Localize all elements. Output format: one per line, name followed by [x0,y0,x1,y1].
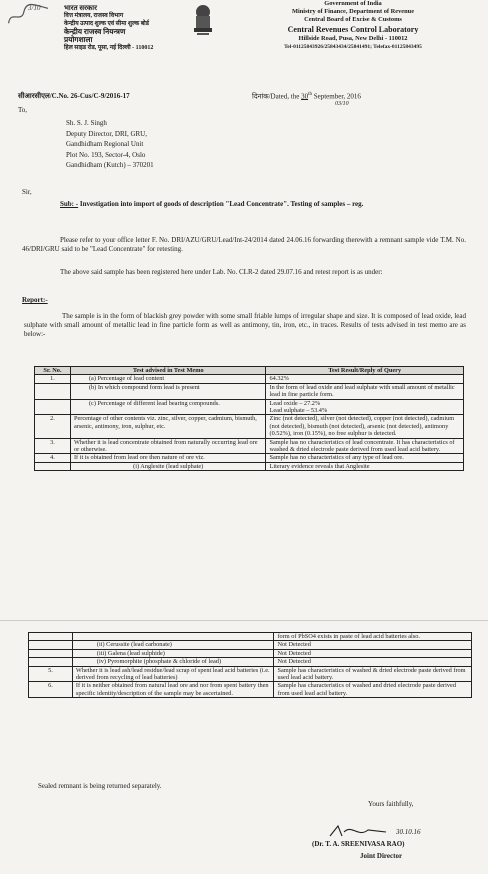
salutation: Sir, [22,188,32,196]
header-test: Test advised in Test Memo [70,367,266,375]
cell-sr: 1. [35,375,71,383]
signatory-name: (Dr. T. A. SREENIVASA RAO) [312,840,405,848]
cell-sr [29,649,73,657]
cell-test: Percentage of other contents viz. zinc, silver, copper, cadmium, bismuth, arsenic, antimony, iron, sulphur, etc. [70,415,266,438]
lab-line: Central Revenues Control Laboratory [287,24,419,34]
cell-result: Sample has no characteristics of lead concentrate. It has characteristics of washed & dried electrode paste derived from used lead acid battery. [266,438,464,454]
cell-test: (b) In which compound form lead is present [70,383,266,399]
cell-test: Whether it is lead ash/lead residue/lead scrap of spent lead acid batteries (i.e. derived from recycling of lead batteries) [72,666,274,682]
date-day: 30 [301,92,309,101]
table-row [29,649,472,657]
date-annotation: 03/10 [335,101,349,107]
results-table-1 [34,366,464,471]
subject-text: Investigation into import of goods of description "Lead Concentrate". Testing of samples – reg. [79,200,364,208]
hindi-line: हिल साइड रोड, पूसा, नई दिल्ली - 110012 [64,45,154,51]
signatory-designation: Joint Director [360,852,403,860]
cell-result: form of PbSO4 exists in paste of lead acid batteries also. [274,633,472,641]
table-row [35,383,464,399]
cell-sr: 5. [29,666,73,682]
cell-test: (a) Percentage of lead content [70,375,266,383]
signature [328,822,388,840]
cell-test: (ii) Cerussite (lead carbonate) [72,641,274,649]
address-line: Hillside Road, Pusa, New Delhi - 110012 [298,34,408,42]
date-line [252,90,361,101]
page-break-divider [0,620,488,621]
cell-result: In the form of lead oxide and lead sulphate with small amount of metallic lead in fine particle form. [266,383,464,399]
table-row [29,666,472,682]
cell-test: (i) Anglesite (lead sulphate) [70,462,266,470]
hindi-line: भारत सरकार [64,4,97,12]
letterhead-hindi [64,4,154,52]
ministry-line: Ministry of Finance, Department of Revenue [291,8,415,16]
table-row [35,438,464,454]
addressee-line: Sh. S. J. Singh [66,119,107,127]
report-paragraph: The sample is in the form of blackish grey powder with some small friable lumps of irregular shape and size. It is composed of lead oxide, lead sulphate with small amount of metallic lead in fine particle form as well as antimony, tin, iron, etc., in traces. Results of tests advised in test memo are as below:- [24,312,466,338]
addressee-line: Gandhidham Regional Unit [66,140,144,149]
cell-test: (iii) Galena (lead sulphide) [72,649,274,657]
date-label: दिनांक/Dated, the [252,92,300,101]
cell-sr: 3. [35,438,71,454]
closing-note: Sealed remnant is being returned separately. [38,782,162,790]
cell-sr: 2. [35,415,71,438]
cell-test: (c) Percentage of different lead bearing compounds. [70,399,266,415]
cell-sr [35,383,71,399]
cell-result: Sample has characteristics of washed and dried electrode paste derived from used lead acid battery. [274,682,472,698]
addressee-block [66,118,154,171]
reference-number: सीआरसीएल/C.No. 26-Cus/C-9/2016-17 [18,92,130,100]
date-rest: September, 2016 [313,92,361,101]
cell-test: If it is neither obtained from natural lead ore and nor from spent battery then specific identity/description of the sample may be ascertained. [72,682,274,698]
addressee-line: Deputy Director, DRI, GRU, [66,129,147,138]
cell-test: Whether it is lead concentrate obtained from naturally occurring lead ore or otherwise. [70,438,266,454]
table-row [35,375,464,383]
cell-result: Not Detected [274,658,472,666]
table-row [35,462,464,470]
table-row [29,633,472,641]
paragraph-2: The above said sample has been registered here under Lab. No. CLR-2 dated 29.07.16 and retest report is as under: [60,268,383,276]
yours-faithfully: Yours faithfully, [368,800,414,808]
emblem-logo [188,2,218,40]
board-line: Central Board of Excise & Customs [304,16,402,24]
header-sr: Sr. No. [35,367,71,375]
date-sup: th [308,92,312,97]
stamp-text: 3/10 [28,4,41,12]
cell-result: Sample has characteristics of washed & dried electrode paste derived from used lead acid battery. [274,666,472,682]
signature-date: 30.10.16 [396,828,421,836]
to-label: To, [18,106,28,114]
cell-sr [29,641,73,649]
cell-result: 64.32% [266,375,464,383]
cell-sr: 6. [29,682,73,698]
table-row [35,454,464,462]
subject-block [60,200,472,209]
hindi-line: वित्त मंत्रालय, राजस्व विभाग [64,13,124,19]
cell-result: Zinc (not detected), silver (not detected), copper (not detected), cadmium (not detected), bismuth (not detected), arsenic (not detected), antimony (0.52%), iron (0.15%), no free sulphur is detected. [266,415,464,438]
report-label: Report:- [22,296,48,304]
cell-test: If it is obtained from lead ore then nature of ore viz. [70,454,266,462]
cell-sr [35,462,71,470]
hindi-line: केन्द्रीय उत्पाद शुल्क एवं सीमा शुल्क बोर्ड [64,21,149,27]
cell-result: Literary evidence reveals that Anglesite [266,462,464,470]
table-header-row [35,367,464,375]
table-row [29,682,472,698]
addressee-line: Gandhidham (Kutch) – 370201 [66,161,154,170]
header-result: Test Result/Reply of Query [266,367,464,375]
phone-line: Tel-01125843926/25843434/25841491; Telefax-01125843495 [284,43,422,50]
cell-sr [35,399,71,415]
subject-label: Sub: - [60,200,79,208]
cell-test [72,633,274,641]
hindi-line: केन्द्रीय राजस्व नियन्त्रण प्रयोगशाला [64,27,126,44]
table-row [35,399,464,415]
cell-test: (iv) Pyromorphite (phosphate & chloride of lead) [72,658,274,666]
cell-sr: 4. [35,454,71,462]
paragraph-1: Please refer to your office letter F. No. DRI/AZU/GRU/Lead/Int-24/2014 dated 24.06.16 forwarding therewith a remnant sample vide T.M. No. 46/DRI/GRU said to be "Lead Concentrate" for retesting. [22,236,466,253]
table-row [29,658,472,666]
addressee-line: Plot No. 193, Sector-4, Oslo [66,150,146,159]
cell-sr [29,633,73,641]
cell-result: Not Detected [274,649,472,657]
letterhead-english [228,0,478,51]
results-table-2 [28,632,472,698]
table-row [29,641,472,649]
govt-line: Government of India [324,0,382,7]
table-row [35,415,464,438]
cell-result: Lead oxide – 27.2% Lead sulphate – 53.4% [266,399,464,415]
cell-result: Not Detected [274,641,472,649]
cell-result: Sample has no characteristics of any type of lead ore. [266,454,464,462]
cell-sr [29,658,73,666]
received-stamp [2,0,51,28]
